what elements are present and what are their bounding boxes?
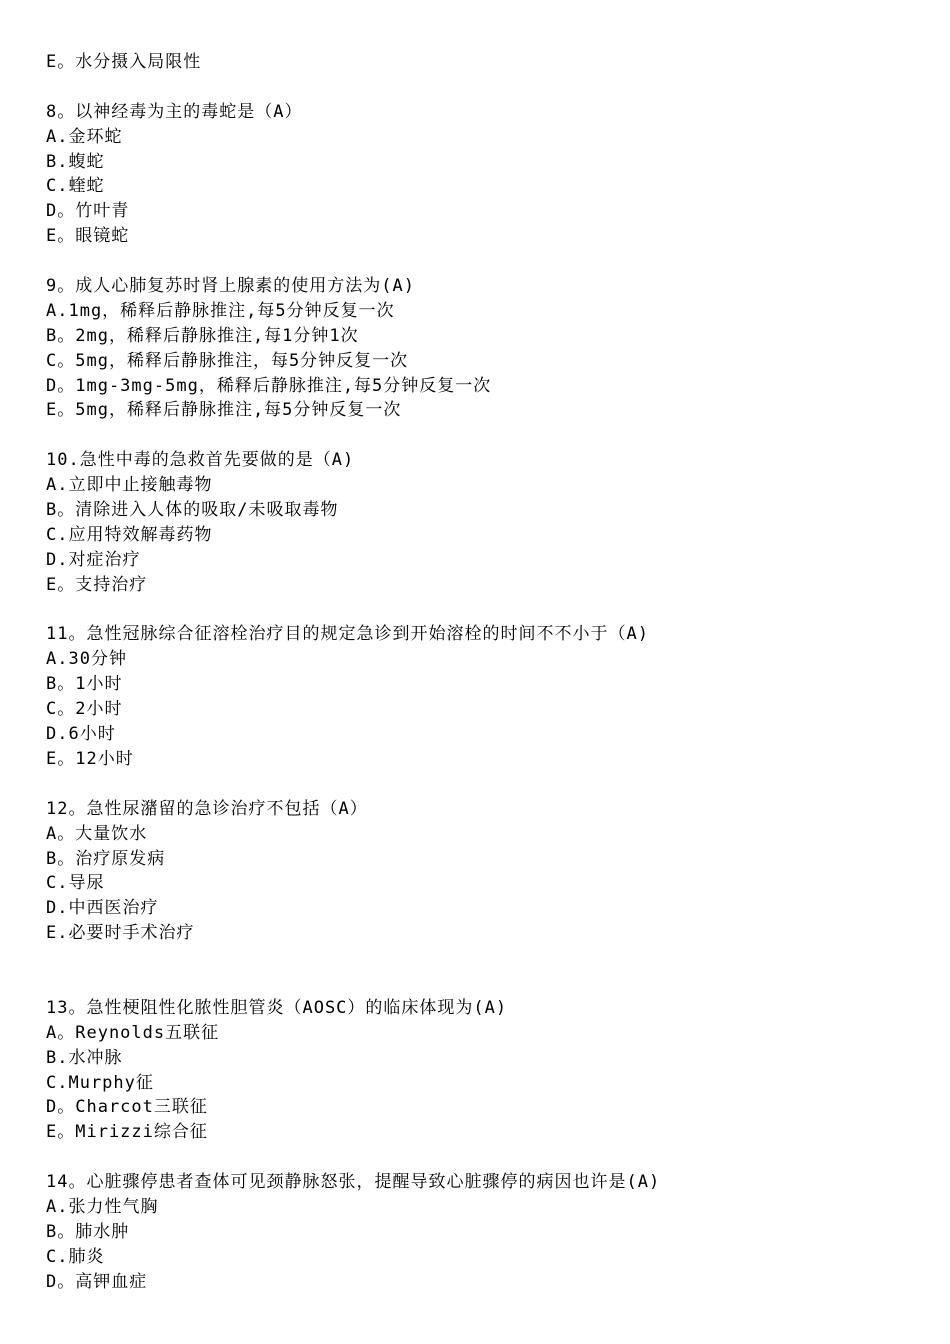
- q13-option-e: E。Mirizzi综合征: [46, 1122, 208, 1143]
- q13-option-c: C.Murphy征: [46, 1072, 154, 1093]
- spacer: [46, 1145, 916, 1170]
- q13-option-d: D。Charcot三联征: [46, 1097, 208, 1118]
- question-13: 13。急性梗阻性化脓性胆管炎（AOSC）的临床体现为(A): [46, 997, 508, 1018]
- q12-option-e: E.必要时手术治疗: [46, 923, 195, 944]
- q10-option-c: C.应用特效解毒药物: [46, 524, 213, 545]
- q12-option-d: D.中西医治疗: [46, 898, 159, 919]
- q11-option-a: A.30分钟: [46, 649, 127, 670]
- q9-option-a: A.1mg，稀释后静脉推注,每5分钟反复一次: [46, 300, 395, 321]
- question-11: 11。急性冠脉综合征溶栓治疗目的规定急诊到开始溶栓的时间不不小于（A): [46, 624, 649, 645]
- q8-option-e: E。眼镜蛇: [46, 226, 130, 247]
- question-8: 8。以神经毒为主的毒蛇是（A）: [46, 101, 303, 122]
- q9-option-e: E。5mg，稀释后静脉推注,每5分钟反复一次: [46, 400, 402, 421]
- q11-option-e: E。12小时: [46, 748, 134, 769]
- q14-option-c: C.肺炎: [46, 1246, 105, 1267]
- q13-option-a: A。Reynolds五联征: [46, 1022, 220, 1043]
- q11-option-d: D.6小时: [46, 724, 116, 745]
- q13-option-b: B.水冲脉: [46, 1047, 123, 1068]
- q8-option-b: B.蝮蛇: [46, 151, 105, 172]
- q12-option-b: B。治疗原发病: [46, 848, 166, 869]
- q10-option-a: A.立即中止接触毒物: [46, 475, 213, 496]
- spacer: [46, 249, 916, 274]
- q8-option-c: C.蝰蛇: [46, 176, 105, 197]
- q9-option-d: D。1mg-3mg-5mg，稀释后静脉推注,每5分钟反复一次: [46, 375, 492, 396]
- question-12: 12。急性尿潴留的急诊治疗不包括（A）: [46, 798, 368, 819]
- q14-option-d: D。高钾血症: [46, 1271, 148, 1292]
- question-9: 9。成人心肺复苏时肾上腺素的使用方法为(A): [46, 276, 415, 297]
- q10-option-b: B。清除进入人体的吸取/未吸取毒物: [46, 500, 339, 521]
- spacer: [46, 423, 916, 448]
- q14-option-b: B。肺水肿: [46, 1221, 130, 1242]
- spacer: [46, 598, 916, 623]
- q9-option-b: B。2mg，稀释后静脉推注,每1分钟1次: [46, 325, 359, 346]
- spacer: [46, 75, 916, 100]
- option-e-previous: E。水分摄入局限性: [46, 52, 202, 72]
- q11-option-c: C。2小时: [46, 699, 123, 720]
- spacer: [46, 946, 916, 996]
- q11-option-b: B。1小时: [46, 674, 123, 695]
- q10-option-e: E。支持治疗: [46, 574, 148, 595]
- q14-option-a: A.张力性气胸: [46, 1196, 159, 1217]
- q12-option-a: A。大量饮水: [46, 823, 148, 844]
- question-14: 14。心脏骤停患者查体可见颈静脉怒张，提醒导致心脏骤停的病因也许是(A): [46, 1172, 661, 1193]
- document-page: [46, 50, 916, 1295]
- spacer: [46, 772, 916, 797]
- question-10: 10.急性中毒的急救首先要做的是（A): [46, 450, 355, 471]
- q8-option-a: A.金环蛇: [46, 126, 123, 147]
- q12-option-c: C.导尿: [46, 873, 105, 894]
- q9-option-c: C。5mg，稀释后静脉推注，每5分钟反复一次: [46, 350, 409, 371]
- q8-option-d: D。竹叶青: [46, 201, 130, 222]
- q10-option-d: D.对症治疗: [46, 549, 141, 570]
